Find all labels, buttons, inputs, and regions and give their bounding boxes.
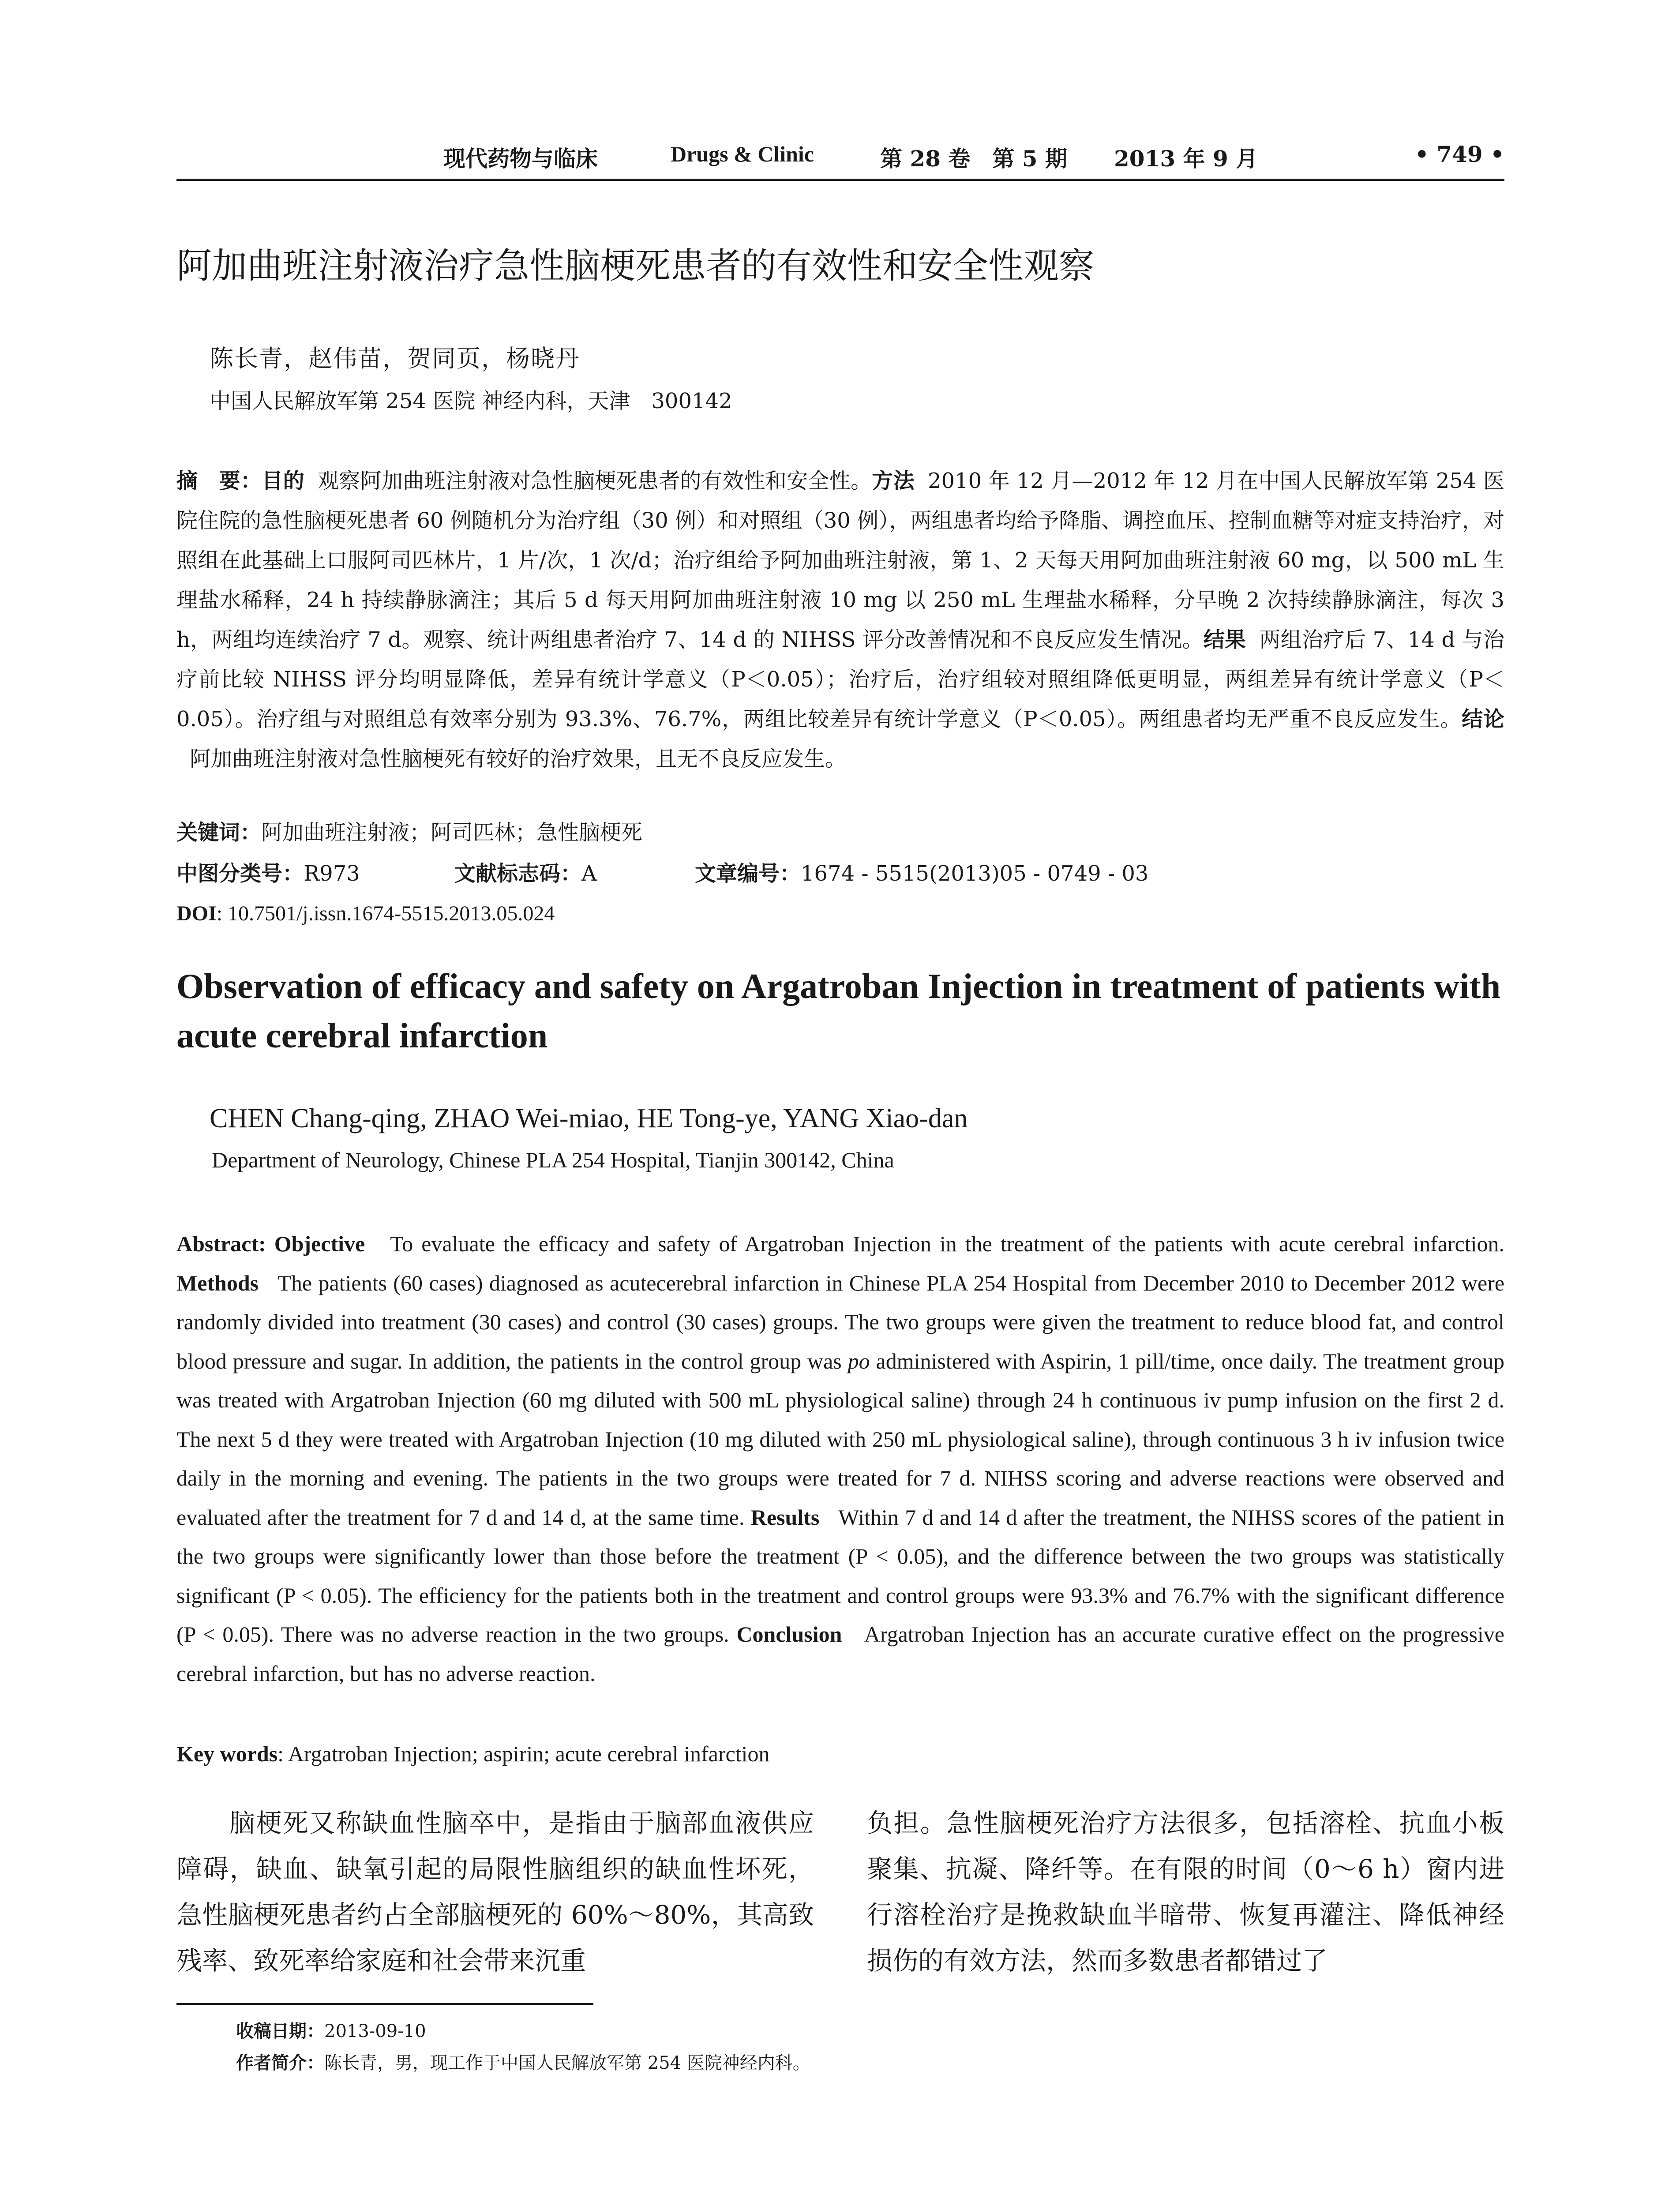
- keywords-label-en: Key words: [176, 1741, 278, 1766]
- author-bio-line: [236, 2047, 1471, 2079]
- received-label: 收稿日期：: [236, 2021, 324, 2041]
- results-text-cn: 两组治疗后 7、14 d 与治疗前比较 NIHSS 评分均明显降低，差异有统计学意义（P＜0.05）；治疗后，治疗组较对照组降低更明显，两组差异有统计学意义（P＜0.05）。治疗组与对照组总有效率分别为 93.3%、76.7%，两组比较差异有统计学意义（P＜0.05）。两组患者均无严重不良反应发生。: [176, 627, 1504, 732]
- methods-text-en-2: administered with Aspirin, 1 pill/time, once daily. The treatment group was treated with Argatroban Injection (60 mg diluted with 500 mL physiological saline) through 24 h continuous iv pump infusion on the first 2 d. The next 5 d they were treated with Argatroban Injection (10 mg diluted with 250 mL physiological saline), through continuous 3 h iv infusion twice daily in the morning and evening. The patients in the two groups were treated for 7 d. NIHSS scoring and adverse reactions were observed and evaluated after the treatment for 7 d and 14 d, at the same time.: [176, 1348, 1505, 1530]
- authors-en: CHEN Chang-qing, ZHAO Wei-miao, HE Tong-ye, YANG Xiao-dan: [210, 1103, 968, 1133]
- results-label-en: Results: [750, 1504, 820, 1530]
- article-number-label: 文章编号：: [695, 861, 801, 886]
- article-number-field: [695, 856, 1148, 891]
- title-en: Observation of efficacy and safety on Argatroban Injection in treatment of patients with acute cerebral infarction: [176, 967, 1501, 1055]
- article-number-value: 1674 - 5515(2013)05 - 0749 - 03: [801, 861, 1149, 886]
- header-rule: [176, 179, 1504, 181]
- conclusion-label-cn: 结论: [1462, 707, 1504, 732]
- received-date-line: [236, 2015, 1471, 2047]
- keywords-en: [176, 1736, 1504, 1771]
- methods-text-en: The patients (60 cases) diagnosed as acutecerebral infarction in Chinese PLA 254 Hospital from December 2010 to December 2012 were randomly divided into treatment (30 cases) and control (30 cases) groups. The two groups were given the treatment to reduce blood fat, and control blood pressure and sugar. In addition, the patients in the control group was: [176, 1270, 1505, 1373]
- objective-label-cn: 目的: [262, 469, 304, 493]
- doi-value: : 10.7501/j.issn.1674-5515.2013.05.024: [216, 902, 555, 925]
- keywords-cn: [176, 815, 1504, 850]
- affiliation-en: Department of Neurology, Chinese PLA 254 Hospital, Tianjin 300142, China: [212, 1148, 894, 1172]
- doc-code-label: 文献标志码：: [454, 861, 582, 886]
- objective-label-en: Abstract: Objective: [176, 1231, 365, 1256]
- doc-code-field: [454, 856, 597, 891]
- conclusion-text-cn: 阿加曲班注射液对急性脑梗死有较好的治疗效果，且无不良反应发生。: [190, 747, 847, 771]
- class-number-value: R973: [304, 861, 360, 886]
- issue-date: 2013 年 9 月: [1114, 146, 1258, 172]
- body-column-left: 脑梗死又称缺血性脑卒中，是指由于脑部血液供应障碍，缺血、缺氧引起的局限性脑组织的缺血性坏死，急性脑梗死患者约占全部脑梗死的 60%～80%，其高致残率、致死率给家庭和社会带来沉重: [176, 1808, 814, 1976]
- abstract-label-cn: 摘 要：: [176, 469, 262, 493]
- volume-issue: 第 28 卷 第 5 期: [880, 146, 1067, 172]
- body-column-right: 负担。急性脑梗死治疗方法很多，包括溶栓、抗血小板聚集、抗凝、降纤等。在有限的时间（0～6 h）窗内进行溶栓治疗是挽救缺血半暗带、恢复再灌注、降低神经损伤的有效方法，然而多数患者都错过了: [867, 1808, 1504, 1976]
- methods-italic-en: po: [848, 1348, 870, 1373]
- doc-code-value: A: [581, 861, 597, 886]
- affiliation-cn: 中国人民解放军第 254 医院 神经内科，天津 300142: [210, 389, 732, 413]
- page-number: • 749 •: [1414, 141, 1504, 167]
- journal-name-en: Drugs & Clinic: [671, 142, 814, 166]
- abstract-en: [176, 1224, 1504, 1693]
- keywords-text-en: : Argatroban Injection; aspirin; acute cerebral infarction: [278, 1741, 770, 1766]
- doi-label: DOI: [176, 902, 217, 925]
- doi-row: [176, 896, 1504, 931]
- results-text-en: Within 7 d and 14 d after the treatment, the NIHSS scores of the patient in the two groups were significantly lower than those before the treatment (P < 0.05), and the difference between the two groups was statistically significant (P < 0.05). The efficiency for the patients both in the treatment and control groups were 93.3% and 76.7% with the significant difference (P < 0.05). There was no adverse reaction in the two groups.: [176, 1504, 1505, 1647]
- authors-cn: 陈长青，赵伟苗，贺同页，杨晓丹: [210, 345, 580, 372]
- class-number-field: [176, 856, 360, 891]
- running-header: [176, 141, 1504, 176]
- objective-text-cn: 观察阿加曲班注射液对急性脑梗死患者的有效性和安全性。: [317, 469, 872, 493]
- journal-name-cn: 现代药物与临床: [443, 146, 598, 172]
- footnote: [236, 2015, 1471, 2079]
- class-number-label: 中图分类号：: [176, 861, 304, 886]
- methods-label-en: Methods: [176, 1270, 259, 1295]
- footnote-rule: [176, 2003, 593, 2005]
- author-bio: 陈长青，男，现工作于中国人民解放军第 254 医院神经内科。: [324, 2053, 810, 2073]
- results-label-cn: 结果: [1203, 627, 1246, 652]
- keywords-label-cn: 关键词：: [176, 820, 262, 845]
- keywords-text-cn: 阿加曲班注射液；阿司匹林；急性脑梗死: [261, 820, 643, 845]
- conclusion-label-en: Conclusion: [736, 1622, 842, 1647]
- received-date: 2013-09-10: [324, 2021, 426, 2041]
- conclusion-text-en: Argatroban Injection has an accurate curative effect on the progressive cerebral infarction, but has no adverse reaction.: [176, 1622, 1505, 1686]
- methods-label-cn: 方法: [872, 469, 915, 493]
- author-bio-label: 作者简介：: [236, 2053, 324, 2073]
- abstract-cn: [176, 461, 1504, 779]
- objective-text-en: To evaluate the efficacy and safety of Argatroban Injection in the treatment of the patients with acute cerebral infarction.: [390, 1231, 1505, 1256]
- title-cn: 阿加曲班注射液治疗急性脑梗死患者的有效性和安全性观察: [176, 245, 1094, 286]
- methods-text-cn: 2010 年 12 月—2012 年 12 月在中国人民解放军第 254 医院住院的急性脑梗死患者 60 例随机分为治疗组（30 例）和对照组（30 例），两组患者均给予降脂、调控血压、控制血糖等对症支持治疗，对照组在此基础上口服阿司匹林片，1 片/次，1 次/d；治疗组给予阿加曲班注射液，第 1、2 天每天用阿加曲班注射液 60 mg，以 500 mL 生理盐水稀释，24 h 持续静脉滴注；其后 5 d 每天用阿加曲班注射液 10 mg 以 250 mL 生理盐水稀释，分早晚 2 次持续静脉滴注，每次 3 h，两组均连续治疗 7 d。观察、统计两组患者治疗 7、14 d 的 NIHSS 评分改善情况和不良反应发生情况。: [176, 469, 1504, 652]
